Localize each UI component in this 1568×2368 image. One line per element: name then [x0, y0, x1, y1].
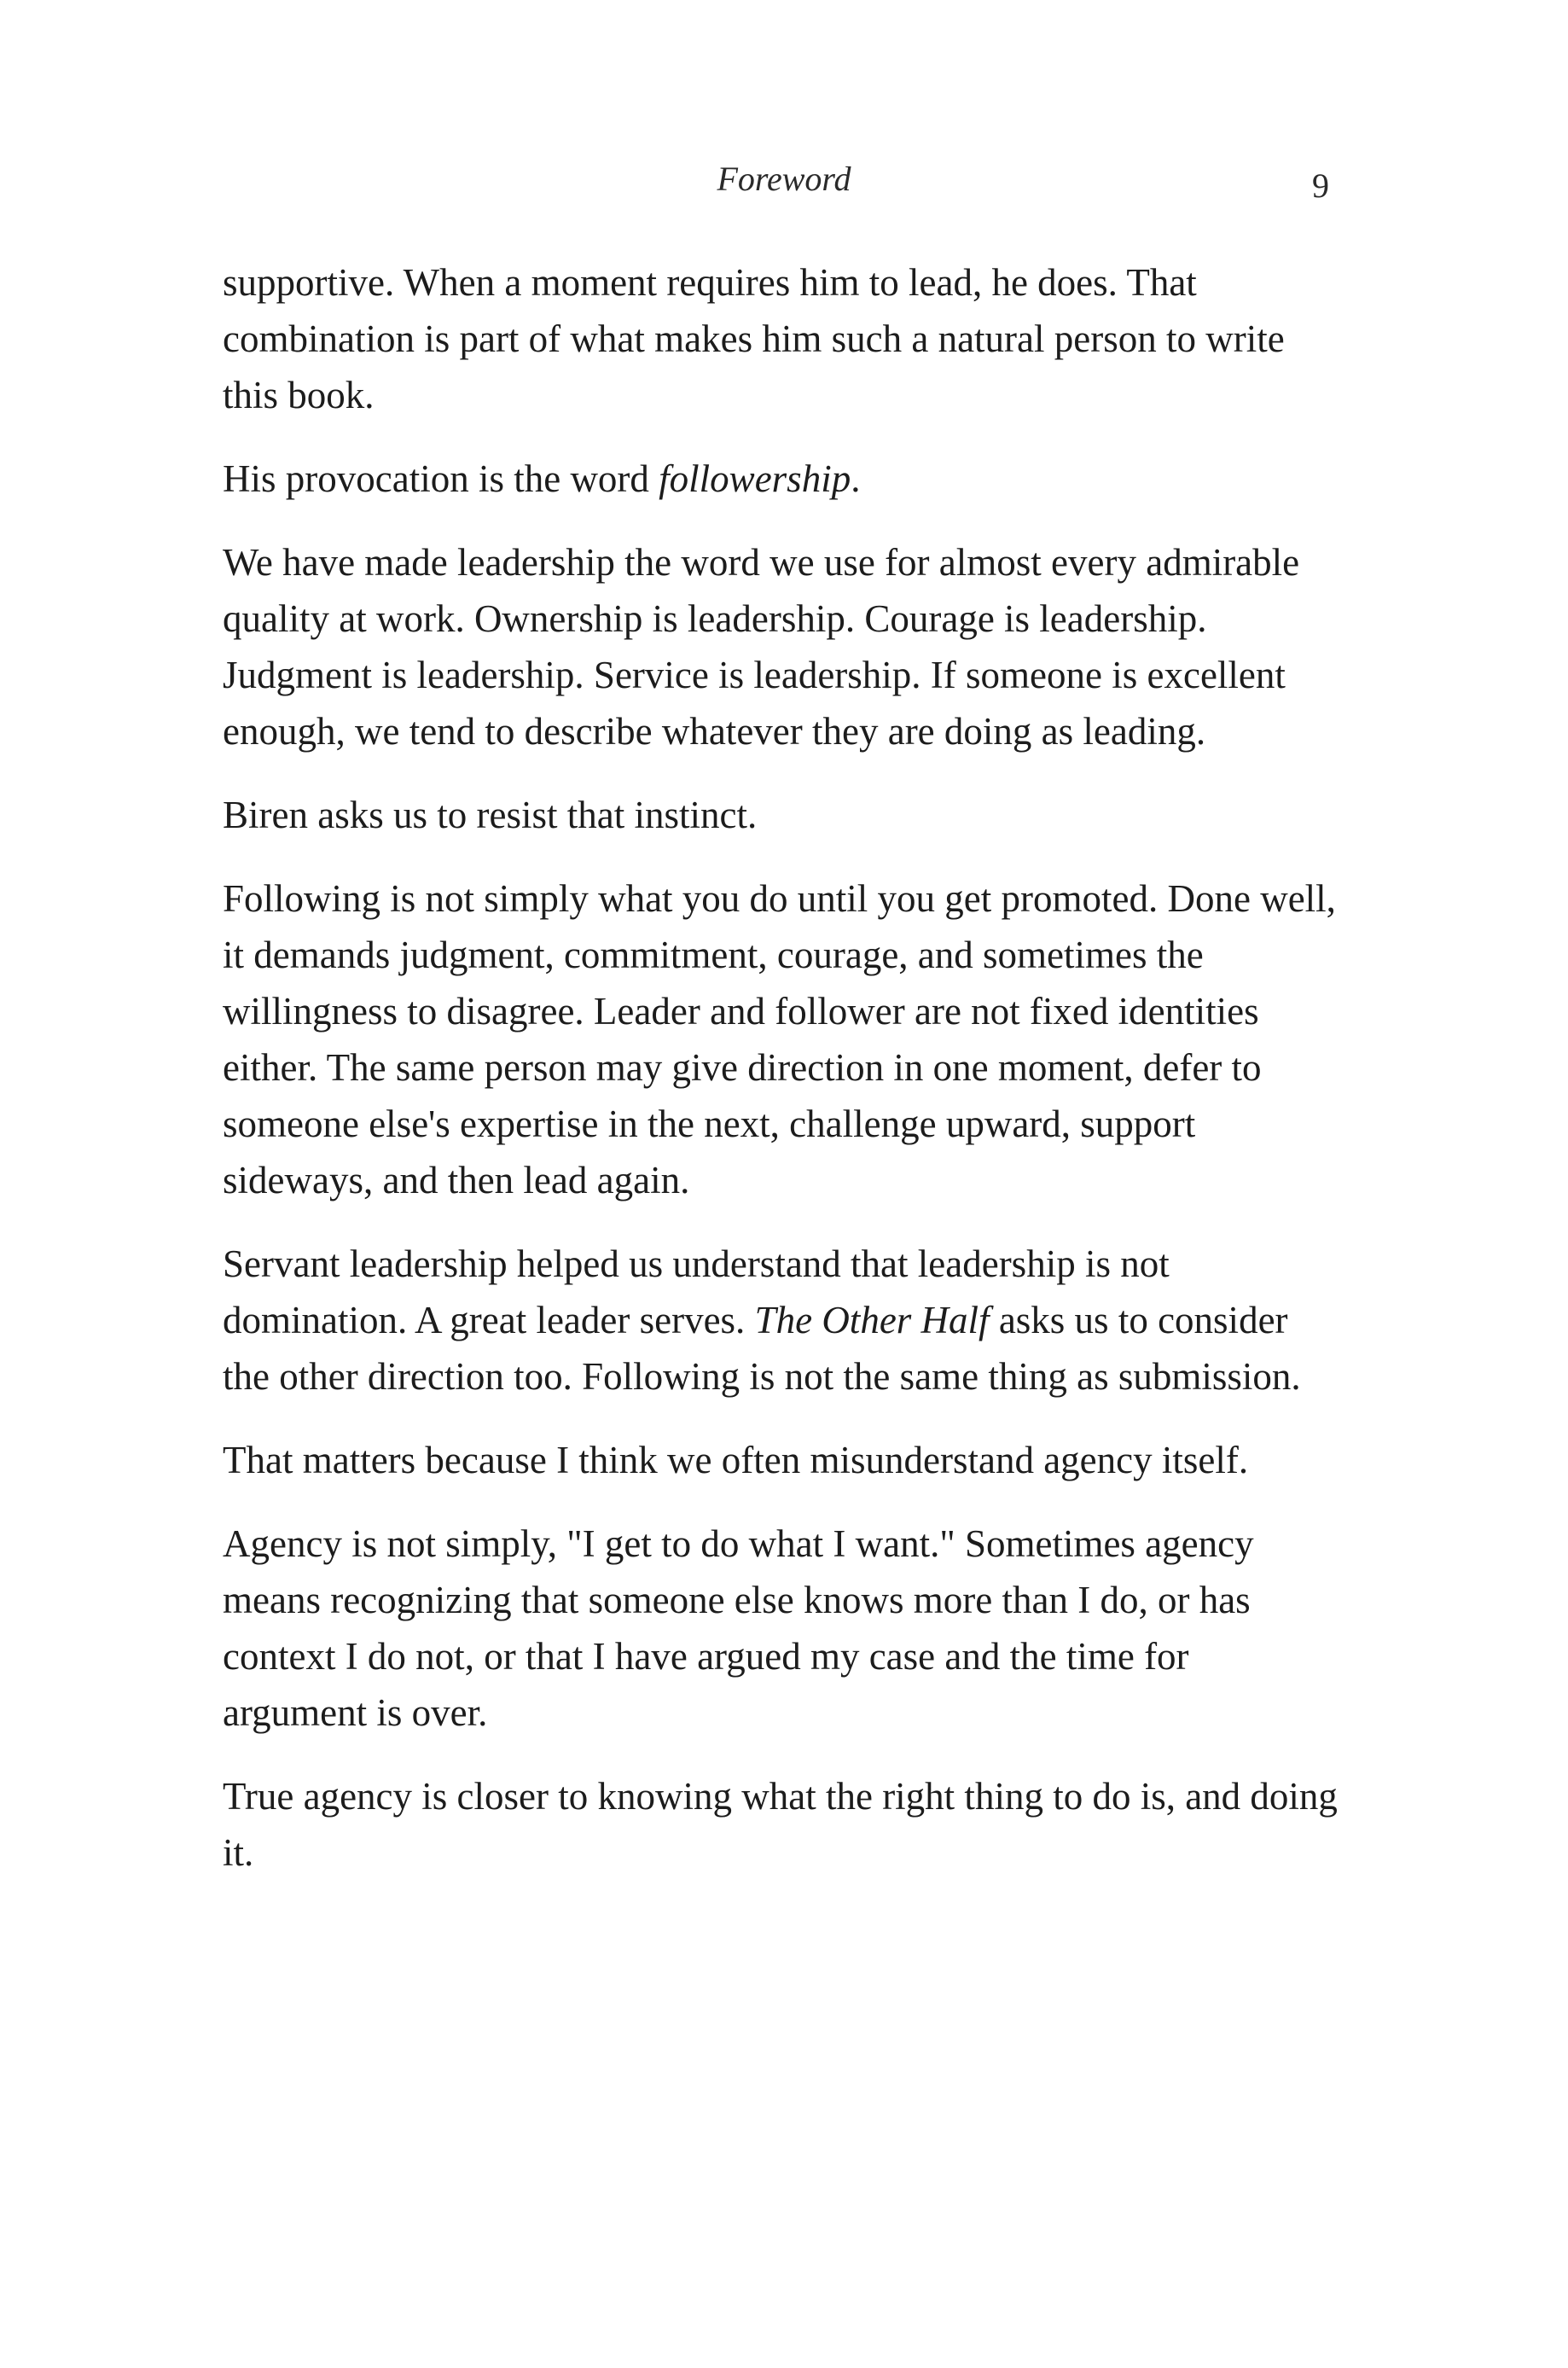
- book-title: The Other Half: [754, 1299, 990, 1341]
- paragraph: [223, 451, 1340, 507]
- paragraph: That matters because I think we often misunderstand agency itself.: [223, 1439, 1249, 1481]
- paragraph: We have made leadership the word we use for almost every admirable quality at work. Ownership is leadership. Courage is leadership. Judgment is leadership. Service is leadership. If someone is excellent enough, we tend to describe whatever they are doing as leading.: [223, 541, 1300, 753]
- paragraph: Following is not simply what you do until you get promoted. Done well, it demands judgment, commitment, courage, and sometimes the willingness to disagree. Leader and follower are not fixed identities either. The same person may give direction in one moment, defer to someone else's expertise in the next, challenge upward, support sideways, and then lead again.: [223, 877, 1336, 1201]
- running-head-title: Foreword: [717, 160, 851, 198]
- paragraph-text: Servant leadership helped us understand that leadership is not domination. A great leader serves.: [223, 1242, 1170, 1341]
- paragraph: Agency is not simply, "I get to do what I want." Sometimes agency means recognizing that someone else knows more than I do, or has context I do not, or that I have argued my case and the time for argument is over.: [223, 1522, 1254, 1734]
- paragraph-text: asks us to consider the other direction too. Following is not the same thing as submission.: [223, 1299, 1301, 1398]
- italic-term: followership: [659, 457, 851, 500]
- paragraph-text: His provocation is the word: [223, 457, 659, 500]
- paragraph-text: .: [851, 457, 861, 500]
- paragraph: supportive. When a moment requires him to lead, he does. That combination is part of what makes him such a natural person to write this book.: [223, 261, 1285, 416]
- paragraph: True agency is closer to knowing what the right thing to do is, and doing it.: [223, 1775, 1338, 1874]
- paragraph: [223, 1236, 1340, 1405]
- page-number: 9: [1312, 166, 1329, 205]
- paragraph: Biren asks us to resist that instinct.: [223, 794, 758, 836]
- body-text: [223, 254, 1340, 1908]
